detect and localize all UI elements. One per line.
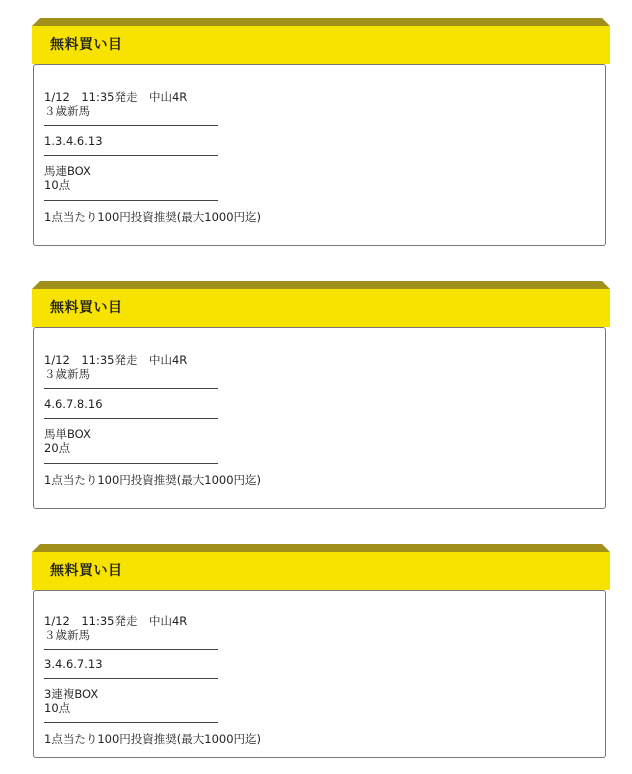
card-title: 無料買い目 <box>50 300 123 316</box>
free-picks-card <box>32 281 610 487</box>
divider <box>44 463 218 464</box>
bet-points: 10点 <box>44 178 71 192</box>
divider <box>44 388 218 389</box>
free-picks-card <box>32 544 610 746</box>
race-info: 1/12 11:35発走 中山4R <box>44 90 188 104</box>
card-header <box>32 544 610 590</box>
card-body <box>33 590 606 758</box>
investment-note: 1点当たり100円投資推奨(最大1000円迄) <box>44 732 262 746</box>
race-class: ３歳新馬 <box>44 367 90 381</box>
bet-type: 3連複BOX <box>44 687 99 701</box>
horse-numbers: 1.3.4.6.13 <box>44 134 103 148</box>
horse-numbers: 3.4.6.7.13 <box>44 657 103 671</box>
divider <box>44 649 218 650</box>
investment-note: 1点当たり100円投資推奨(最大1000円迄) <box>44 473 262 487</box>
divider <box>44 155 218 156</box>
card-header <box>32 18 610 64</box>
card-body <box>33 327 606 509</box>
card-body <box>33 64 606 246</box>
card-header <box>32 281 610 327</box>
divider <box>44 418 218 419</box>
bet-type: 馬連BOX <box>44 164 91 178</box>
bet-points: 20点 <box>44 441 71 455</box>
divider <box>44 200 218 201</box>
bet-type: 馬単BOX <box>44 427 91 441</box>
investment-note: 1点当たり100円投資推奨(最大1000円迄) <box>44 210 262 224</box>
divider <box>44 125 218 126</box>
race-info: 1/12 11:35発走 中山4R <box>44 614 188 628</box>
divider <box>44 678 218 679</box>
bet-points: 10点 <box>44 701 71 715</box>
race-class: ３歳新馬 <box>44 628 90 642</box>
card-title: 無料買い目 <box>50 37 123 53</box>
race-class: ３歳新馬 <box>44 104 90 118</box>
card-title: 無料買い目 <box>50 563 123 579</box>
free-picks-card <box>32 18 610 224</box>
divider <box>44 722 218 723</box>
horse-numbers: 4.6.7.8.16 <box>44 397 103 411</box>
race-info: 1/12 11:35発走 中山4R <box>44 353 188 367</box>
